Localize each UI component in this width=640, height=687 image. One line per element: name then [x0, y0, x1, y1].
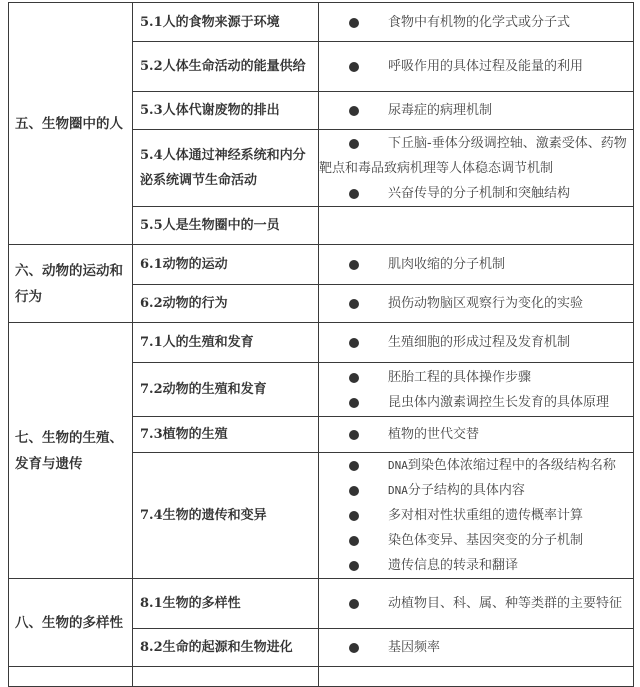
empty-cell	[319, 667, 634, 687]
curriculum-table	[8, 2, 634, 687]
point-item	[319, 98, 629, 123]
bullet-icon	[349, 511, 359, 521]
extended-points-cell	[319, 417, 634, 453]
table-row	[9, 3, 634, 42]
bullet-icon	[349, 430, 359, 440]
point-item	[319, 365, 629, 390]
bullet-icon	[349, 189, 359, 199]
point-text: DNA到染色体浓缩过程中的各级结构名称	[388, 458, 616, 473]
topic-title-cell: 7.4生物的遗传和变异	[133, 453, 319, 579]
bullet-icon	[349, 139, 359, 149]
topic-title-cell: 7.2动物的生殖和发育	[133, 363, 319, 417]
bullet-icon	[349, 643, 359, 653]
point-text: 胚胎工程的具体操作步骤	[388, 369, 532, 385]
table-row	[9, 323, 634, 363]
extended-points-cell	[319, 285, 634, 323]
point-item	[319, 478, 629, 503]
point-item	[319, 181, 629, 206]
extended-points-cell	[319, 453, 634, 579]
unit-title-cell: 八、生物的多样性	[9, 579, 133, 667]
bullet-icon	[349, 299, 359, 309]
point-text: 植物的世代交替	[388, 427, 480, 442]
point-text: 食物中有机物的化学式或分子式	[388, 14, 571, 30]
point-text: 下丘脑-垂体分级调控轴、激素受体、药物靶点和毒品致病机理等人体稳态调节机制	[319, 135, 627, 176]
point-item	[319, 330, 629, 355]
bullet-icon	[349, 260, 359, 270]
point-text: 肌肉收缩的分子机制	[388, 257, 506, 272]
bullet-icon	[349, 62, 359, 72]
point-text: 动植物目、科、属、种等类群的主要特征	[388, 596, 623, 611]
bullet-icon	[349, 373, 359, 383]
bullet-icon	[349, 561, 359, 571]
point-text: 生殖细胞的形成过程及发育机制	[388, 335, 571, 350]
topic-title-cell: 5.2人体生命活动的能量供给	[133, 42, 319, 92]
empty-cell	[133, 667, 319, 687]
extended-points-cell	[319, 207, 634, 245]
extended-points-cell	[319, 3, 634, 42]
table-body	[9, 3, 634, 687]
extended-points-cell	[319, 42, 634, 92]
bullet-icon	[349, 536, 359, 546]
point-text: 损伤动物脑区观察行为变化的实验	[388, 296, 584, 311]
topic-title-cell: 8.2生命的起源和生物进化	[133, 629, 319, 667]
bullet-icon	[349, 461, 359, 471]
point-item	[319, 252, 629, 277]
extended-points-cell	[319, 130, 634, 207]
bullet-icon	[349, 486, 359, 496]
point-text: 基因频率	[388, 640, 441, 655]
topic-title-cell: 8.1生物的多样性	[133, 579, 319, 629]
topic-title-cell: 6.1动物的运动	[133, 245, 319, 285]
topic-title-cell: 7.1人的生殖和发育	[133, 323, 319, 363]
point-item	[319, 291, 629, 316]
point-item	[319, 635, 629, 660]
topic-title-cell: 6.2动物的行为	[133, 285, 319, 323]
topic-title-cell: 5.3人体代谢废物的排出	[133, 92, 319, 130]
table-row	[9, 579, 634, 629]
point-text: 染色体变异、基因突变的分子机制	[388, 533, 584, 548]
topic-title-cell: 7.3植物的生殖	[133, 417, 319, 453]
bullet-icon	[349, 18, 359, 28]
bullet-icon	[349, 398, 359, 408]
unit-title-cell: 六、动物的运动和行为	[9, 245, 133, 323]
extended-points-cell	[319, 92, 634, 130]
table-row	[9, 245, 634, 285]
table-row-continuation	[9, 667, 634, 687]
point-item	[319, 553, 629, 578]
point-item	[319, 422, 629, 447]
extended-points-cell	[319, 579, 634, 629]
point-item	[319, 503, 629, 528]
extended-points-cell	[319, 245, 634, 285]
point-text: 尿毒症的病理机制	[388, 103, 493, 118]
point-text: 多对相对性状重组的遗传概率计算	[388, 508, 584, 523]
bullet-icon	[349, 338, 359, 348]
bullet-icon	[349, 106, 359, 116]
point-text: 呼吸作用的具体过程及能量的利用	[388, 59, 584, 74]
extended-points-cell	[319, 629, 634, 667]
point-text: 兴奋传导的分子机制和突触结构	[388, 185, 571, 201]
point-item	[319, 10, 629, 35]
topic-title-cell: 5.1人的食物来源于环境	[133, 3, 319, 42]
point-item	[319, 390, 629, 415]
point-item	[319, 54, 629, 79]
point-item	[319, 453, 629, 478]
point-text: DNA分子结构的具体内容	[388, 483, 525, 498]
bullet-icon	[349, 599, 359, 609]
topic-title-cell: 5.5人是生物圈中的一员	[133, 207, 319, 245]
topic-title-cell: 5.4人体通过神经系统和内分泌系统调节生命活动	[133, 130, 319, 207]
unit-title-cell: 七、生物的生殖、发育与遗传	[9, 323, 133, 579]
empty-cell	[9, 667, 133, 687]
point-text: 昆虫体内激素调控生长发育的具体原理	[388, 394, 610, 410]
curriculum-table-container	[8, 2, 633, 687]
point-item	[319, 591, 629, 616]
point-item	[319, 528, 629, 553]
point-text: 遗传信息的转录和翻译	[388, 558, 519, 573]
extended-points-cell	[319, 323, 634, 363]
point-item	[319, 131, 629, 181]
extended-points-cell	[319, 363, 634, 417]
unit-title-cell: 五、生物圈中的人	[9, 3, 133, 245]
